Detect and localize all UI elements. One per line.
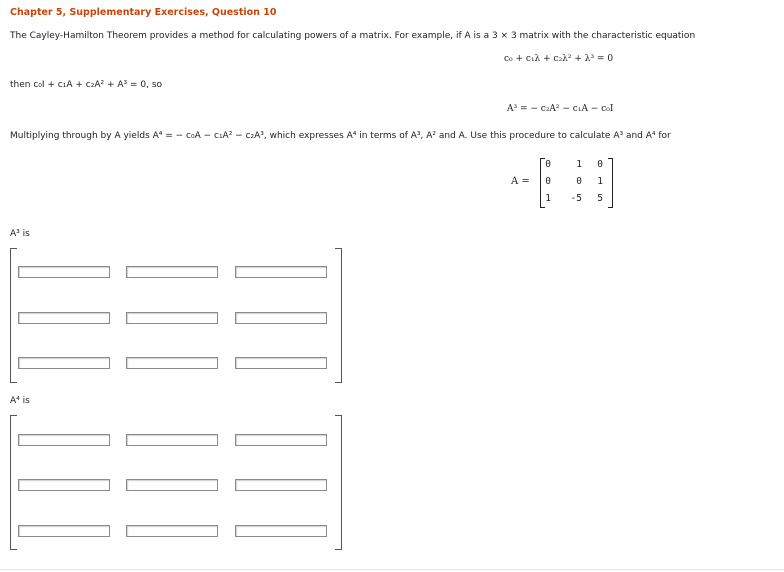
a4-entry-r3c1[interactable] xyxy=(18,525,110,537)
intro-text: The Cayley-Hamilton Theorem provides a method for calculating powers of a matrix. For example, if A is a 3 × 3 matrix with the characteristic equation xyxy=(10,31,696,41)
matrix-a-cell: 0 xyxy=(545,159,551,170)
a3-entry-r1c2[interactable] xyxy=(126,266,218,278)
matrix-a-cell: 0 xyxy=(597,159,603,170)
a4-entry-r1c1[interactable] xyxy=(18,434,110,446)
a3-entry-r1c3[interactable] xyxy=(235,266,327,278)
matrix-a-cell: 1 xyxy=(576,159,582,170)
a4-entry-r2c3[interactable] xyxy=(235,479,327,491)
a3-entry-r2c3[interactable] xyxy=(235,312,327,324)
a3-entry-r3c3[interactable] xyxy=(235,357,327,369)
matrix-a-label: A = xyxy=(511,176,530,187)
a4-entry-r3c2[interactable] xyxy=(126,525,218,537)
matrix-a-cell: 0 xyxy=(576,176,582,187)
matrix-a-cell: 1 xyxy=(545,193,551,204)
a3-entry-r3c1[interactable] xyxy=(18,357,110,369)
matrix-a-cell: 5 xyxy=(597,193,603,204)
a4-right-bracket xyxy=(335,415,342,550)
question-title: Chapter 5, Supplementary Exercises, Question 10 xyxy=(10,7,277,18)
a4-entry-r2c2[interactable] xyxy=(126,479,218,491)
a3-label: A³ is xyxy=(10,229,30,239)
characteristic-equation: c₀ + c₁λ + c₂λ² + λ³ = 0 xyxy=(504,54,614,64)
a3-entry-r3c2[interactable] xyxy=(126,357,218,369)
a4-entry-r1c3[interactable] xyxy=(235,434,327,446)
a3-entry-r1c1[interactable] xyxy=(18,266,110,278)
matrix-a-cell: 0 xyxy=(545,176,551,187)
a4-entry-r2c1[interactable] xyxy=(18,479,110,491)
a3-right-bracket xyxy=(335,248,342,383)
then-statement: then c₀I + c₁A + c₂A² + A³ = 0, so xyxy=(10,80,163,90)
a3-left-bracket xyxy=(10,248,17,383)
matrix-a-right-bracket xyxy=(608,158,613,208)
matrix-a-cell: -5 xyxy=(570,193,582,204)
a4-entry-r1c2[interactable] xyxy=(126,434,218,446)
a3-entry-r2c2[interactable] xyxy=(126,312,218,324)
a4-label: A⁴ is xyxy=(10,396,30,406)
matrix-a-cell: 1 xyxy=(597,176,603,187)
a4-entry-r3c3[interactable] xyxy=(235,525,327,537)
multiplying-statement: Multiplying through by A yields A⁴ = − c₀A − c₁A² − c₂A³, which expresses A⁴ in terms of A³, A² and A. Use this procedure to calculate A³ and A⁴ for xyxy=(10,131,671,141)
a4-left-bracket xyxy=(10,415,17,550)
a-cubed-equation: A³ = − c₂A² − c₁A − c₀I xyxy=(507,104,614,114)
bottom-divider xyxy=(0,569,784,570)
a3-entry-r2c1[interactable] xyxy=(18,312,110,324)
